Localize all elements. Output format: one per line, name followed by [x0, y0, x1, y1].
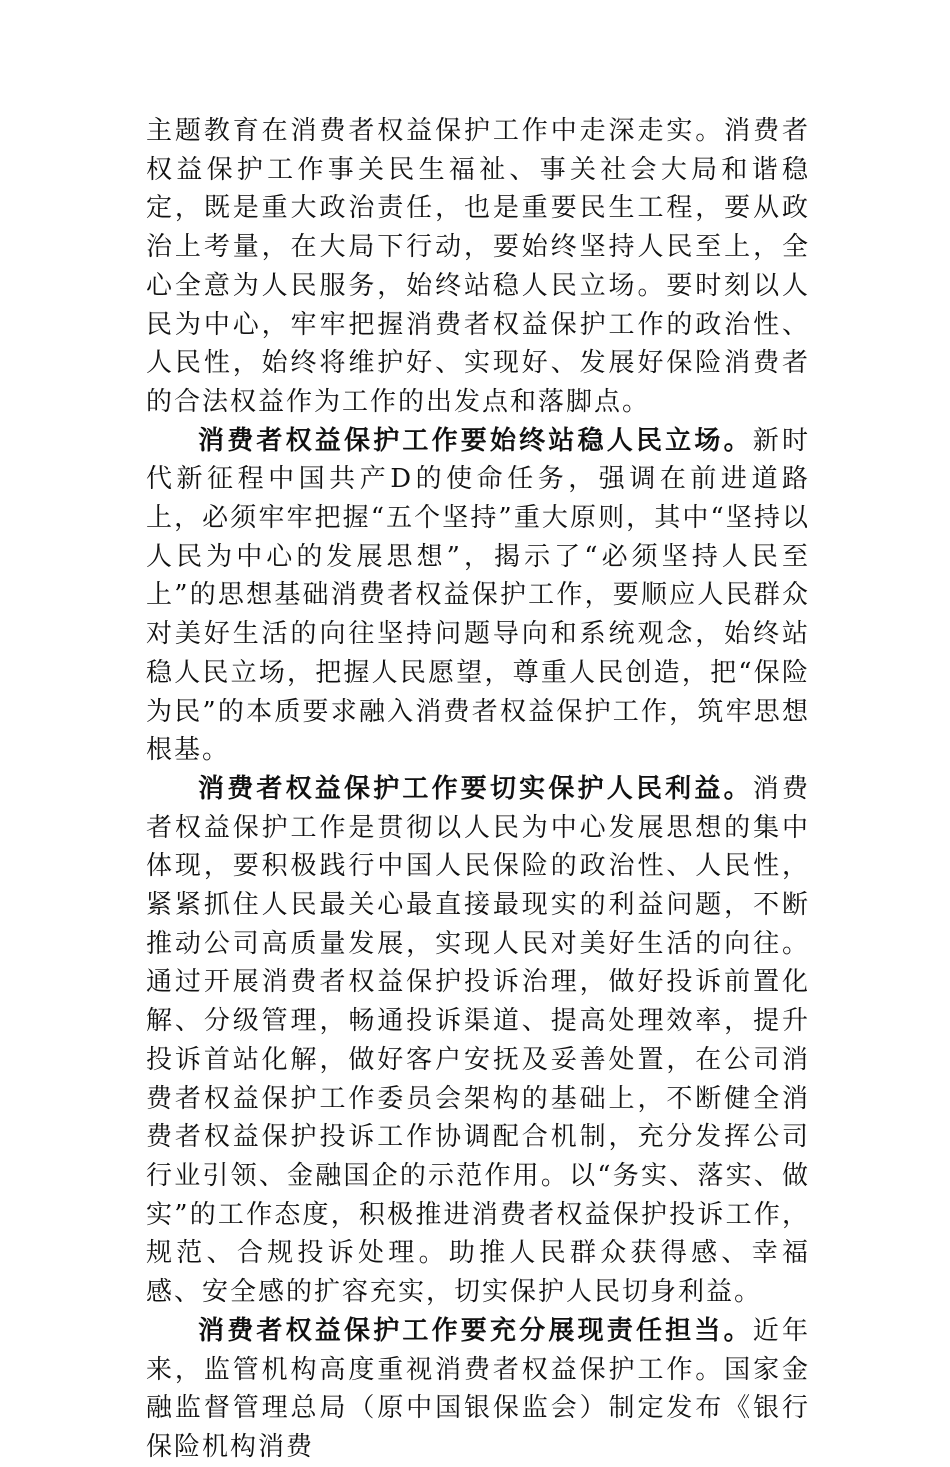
- paragraph-text: 新时代新征程中国共产D的使命任务，强调在前进道路上，必须牢牢把握“五个坚持”重大原则，其中“坚持以人民为中心的发展思想”，揭示了“必须坚持人民至上”的思想基础消费者权益保护工作，要顺应人民群众对美好生活的向往坚持问题导向和系统观念，始终站稳人民立场，把握人民愿望，尊重人民创造，把“保险为民”的本质要求融入消费者权益保护工作，筑牢思想根基。: [146, 425, 810, 766]
- paragraph-text: 近年来，监管机构高度重视消费者权益保护工作。国家金融监督管理总局（原中国银保监会）制定发布《银行保险机构消费: [146, 1315, 810, 1462]
- paragraph-people-stance: [146, 422, 810, 770]
- paragraph-responsibility: [146, 1312, 810, 1467]
- paragraph-lead: 消费者权益保护工作要充分展现责任担当。: [198, 1315, 753, 1346]
- paragraph-text: 消费者权益保护工作是贯彻以人民为中心发展思想的集中体现，要积极践行中国人民保险的政治性、人民性，紧紧抓住人民最关心最直接最现实的利益问题，不断推动公司高质量发展，实现人民对美好生活的向往。通过开展消费者权益保护投诉治理，做好投诉前置化解、分级管理，畅通投诉渠道、提高处理效率，提升投诉首站化解，做好客户安抚及妥善处置，在公司消费者权益保护工作委员会架构的基础上，不断健全消费者权益保护投诉工作协调配合机制，充分发挥公司行业引领、金融国企的示范作用。以“务实、落实、做实”的工作态度，积极推进消费者权益保护投诉工作，规范、合规投诉处理。助推人民群众获得感、幸福感、安全感的扩容充实，切实保护人民切身利益。: [146, 773, 810, 1308]
- paragraph-intro: [146, 112, 810, 422]
- paragraph-text: 主题教育在消费者权益保护工作中走深走实。消费者权益保护工作事关民生福祉、事关社会大局和谐稳定，既是重大政治责任，也是重要民生工程，要从政治上考量，在大局下行动，要始终坚持人民至上，全心全意为人民服务，始终站稳人民立场。要时刻以人民为中心，牢牢把握消费者权益保护工作的政治性、人民性，始终将维护好、实现好、发展好保险消费者的合法权益作为工作的出发点和落脚点。: [146, 116, 810, 417]
- paragraph-lead: 消费者权益保护工作要切实保护人民利益。: [198, 773, 753, 804]
- paragraph-lead: 消费者权益保护工作要始终站稳人民立场。: [198, 425, 753, 456]
- document-body: [146, 112, 810, 1467]
- paragraph-people-interest: [146, 770, 810, 1312]
